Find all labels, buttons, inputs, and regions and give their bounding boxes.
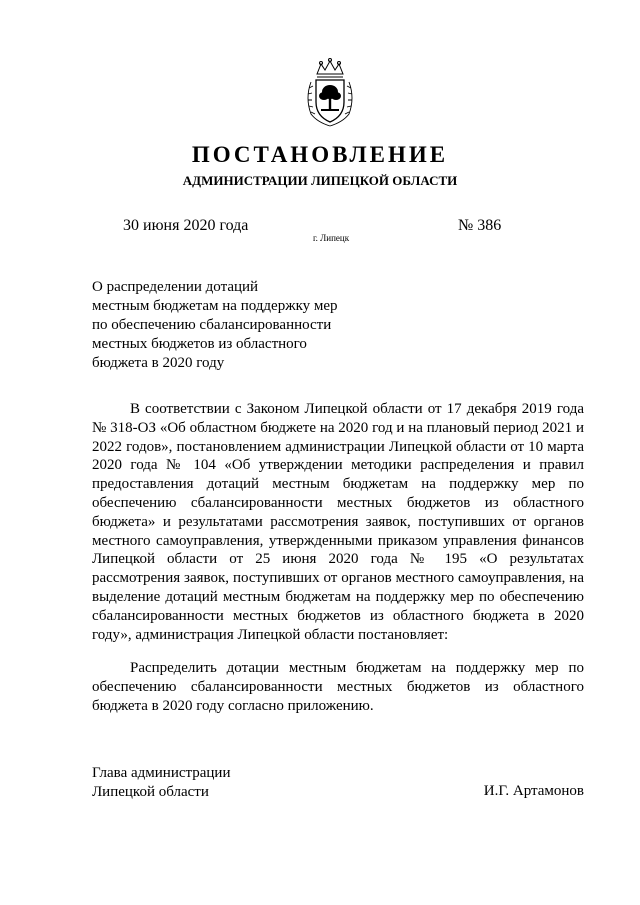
coat-of-arms-icon <box>303 58 357 128</box>
signatory-position <box>92 764 230 802</box>
subject-line: местных бюджетов из областного <box>92 336 307 352</box>
subject-line: бюджета в 2020 году <box>92 355 225 371</box>
body-paragraph: Распределить дотации местным бюджетам на поддержку мер по обеспечению сбалансированности местных бюджетов из областного бюджета в 2020 году согласно приложению. <box>92 660 584 714</box>
body-section-1 <box>92 400 584 644</box>
body-paragraph: В соответствии с Законом Липецкой области от 17 декабря 2019 года № 318-ОЗ «Об областном бюджете на 2020 год и на плановый период 2021 и 2022 годов», постановлением администрации Липецкой области от 10 марта 2020 года № 104 «Об утверждении методики распределения и правил предоставления дотаций местным бюджетам на поддержку мер по обеспечению сбалансированности местных бюджетов из областного бюджета» и результатами рассмотрения заявок, поступивших от органов местного самоуправления, утвержденными приказом управления финансов Липецкой области от 25 июня 2020 года № 195 «О результатах рассмотрения заявок, поступивших от органов местного самоуправления, на выделение дотаций местным бюджетам на поддержку мер по обеспечению сбалансированности местных бюджетов из областного бюджета в 2020 году», администрация Липецкой области постановляет: <box>92 401 584 643</box>
subject-line: О распределении дотаций <box>92 279 259 295</box>
document-title: ПОСТАНОВЛЕНИЕ <box>191 142 449 167</box>
document-subject <box>92 278 392 373</box>
document-subtitle: АДМИНИСТРАЦИИ ЛИПЕЦКОЙ ОБЛАСТИ <box>182 173 458 188</box>
signatory-position-line: Липецкой области <box>92 784 209 800</box>
document-date: 30 июня 2020 года <box>123 217 249 234</box>
body-section-2 <box>92 659 584 715</box>
subject-line: местным бюджетам на поддержку мер <box>92 298 338 314</box>
document-number: № 386 <box>458 217 502 234</box>
signatory-name: И.Г. Артамонов <box>483 783 584 799</box>
subject-line: по обеспечению сбалансированности <box>92 317 332 333</box>
document-city: г. Липецк <box>313 233 350 243</box>
signatory-position-line: Глава администрации <box>92 765 231 781</box>
